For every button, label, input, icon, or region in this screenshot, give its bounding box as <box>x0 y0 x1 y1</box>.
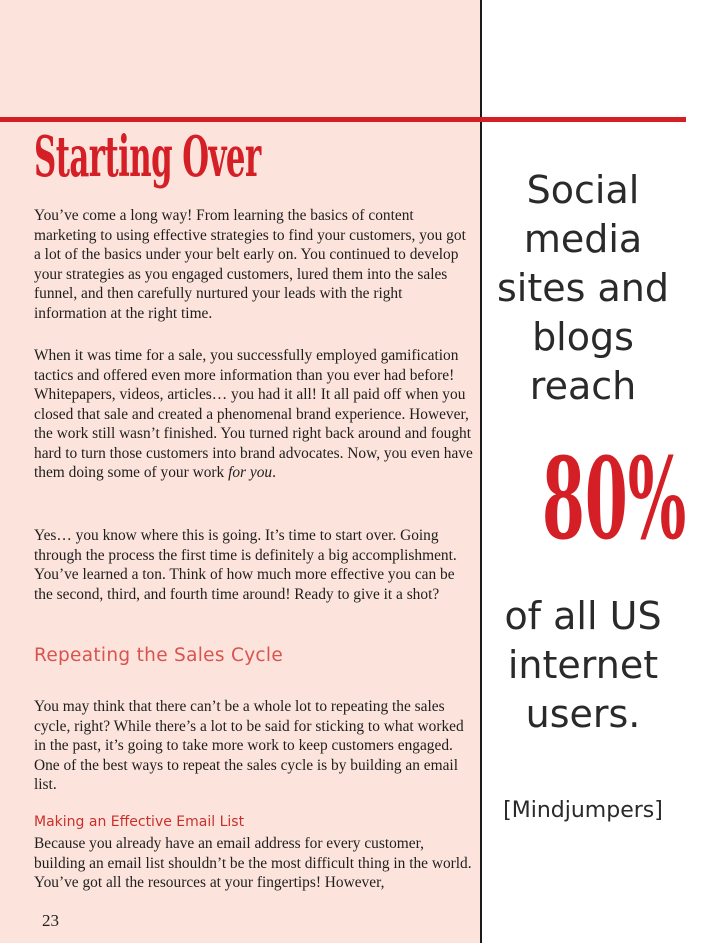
paragraph-text: You’ve come a long way! From learning the basics of content marketing to using effective strategies to find your customers, you got a lot of the basics under your belt early on. You continued to develop your strategies as you engaged customers, lured them into the sales funnel, and then carefully nurtured your leads with the right information at the right time. <box>34 207 466 322</box>
paragraph-email-list <box>34 834 474 893</box>
vertical-divider <box>480 0 482 943</box>
callout-line: media <box>523 217 643 261</box>
paragraph-intro <box>34 206 474 323</box>
callout-line: of all US <box>504 594 662 638</box>
paragraph-sales-cycle <box>34 697 474 795</box>
callout-line: sites and <box>496 266 669 310</box>
paragraph-start-over <box>34 526 474 604</box>
callout-line: users. <box>525 692 641 736</box>
paragraph-text: Because you already have an email address for every customer, building an email list shouldn’t be the most difficult thing in the world. You’ve got all the resources at your fingertips! However, <box>34 835 472 891</box>
paragraph-main-text: When it was time for a sale, you successfully employed gamification tactics and offered even more information than you ever had before! Whitepapers, videos, articles… you had it all! It all paid off when you closed that sale and created a phenomenal brand experience. However, the work still wasn’t finished. You turned right back around and fought hard to turn those customers into brand advocates. Now, you even have them doing some of your work <box>34 347 473 481</box>
emphasis-text: for you <box>228 464 273 481</box>
paragraph-end-text: . <box>272 464 276 481</box>
callout-line: Social <box>526 168 640 212</box>
subsection-heading: Making an Effective Email List <box>34 814 245 830</box>
callout-line: blogs <box>532 315 634 359</box>
statistic-value: 80% <box>542 434 687 565</box>
sidebar-callout-top <box>488 166 678 411</box>
paragraph-text <box>34 346 474 483</box>
section-heading: Repeating the Sales Cycle <box>34 645 284 666</box>
callout-line: internet <box>507 643 659 687</box>
title-rule <box>0 117 686 122</box>
page-title: Starting Over <box>34 124 261 190</box>
page-number: 23 <box>42 911 59 930</box>
paragraph-text: Yes… you know where this is going. It’s time to start over. Going through the process the first time is definitely a big accomplishment. You’ve learned a ton. Think of how much more effective you can be the second, third, and fourth time around! Ready to give it a shot? <box>34 527 457 603</box>
sidebar-callout-bottom <box>488 592 678 739</box>
paragraph-sale <box>34 346 474 483</box>
callout-line: reach <box>529 364 637 408</box>
source-citation: [Mindjumpers] <box>503 798 663 823</box>
paragraph-text: You may think that there can’t be a whole lot to repeating the sales cycle, right? While there’s a lot to be said for sticking to what worked in the past, it’s going to take more work to keep customers engaged. One of the best ways to repeat the sales cycle is by building an email list. <box>34 698 464 793</box>
statistic-figure <box>483 434 687 565</box>
